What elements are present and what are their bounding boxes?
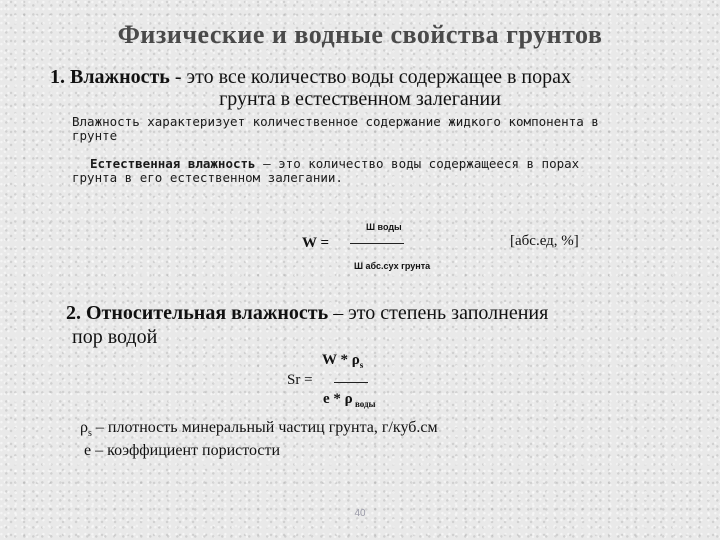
rho-definition (80, 419, 438, 439)
natural-moisture-definition (90, 157, 579, 171)
formula2-fraction-bar (334, 382, 368, 383)
formula2-numerator-sub: s (359, 360, 364, 370)
moisture-note-line1: Влажность характеризует количественное содержание жидкого компонента в (72, 114, 599, 129)
rho-subscript: s (87, 428, 92, 440)
page-number: 40 (354, 508, 366, 519)
relative-moisture-text: – это степень заполнения (328, 302, 549, 324)
formula1-fraction-bar (350, 243, 404, 244)
natural-moisture-term: Естественная влажность (90, 156, 256, 171)
moisture-definition-text: - это все количество воды содержащее в порах (169, 66, 571, 88)
formula2-lhs: Sr = (287, 372, 313, 388)
slide-title: Физические и водные свойства грунтов (117, 20, 603, 49)
natural-moisture-cont: грунта в его естественном залегании. (72, 170, 343, 185)
formula2-denominator-main: e * ρ (323, 391, 353, 407)
formula1-numerator: Ш воды (366, 222, 402, 232)
formula2-numerator-main: W * ρ (322, 352, 360, 368)
relative-moisture-term: 2. Относительная влажность (66, 302, 329, 324)
formula1-units: [абс.ед, %] (510, 233, 579, 249)
formula2-denominator (323, 391, 376, 409)
relative-moisture-definition (66, 302, 548, 324)
rho-symbol: ρ (80, 419, 88, 436)
formula2-denominator-sub: воды (352, 399, 376, 409)
moisture-definition-cont: грунта в естественном залегании (219, 88, 501, 110)
formula1-lhs: W = (302, 235, 330, 251)
e-definition: e – коэффициент пористости (84, 442, 281, 459)
moisture-definition (50, 66, 571, 88)
formula2-numerator (322, 352, 363, 370)
formula1-denominator: Ш абс.сух грунта (354, 261, 431, 271)
moisture-term: 1. Влажность (50, 66, 170, 88)
moisture-note-line2: грунте (72, 128, 118, 143)
relative-moisture-cont: пор водой (72, 326, 158, 348)
natural-moisture-text: – это количество воды содержащееся в порах (255, 156, 580, 171)
rho-text: – плотность минеральный частиц грунта, г/куб.см (91, 419, 438, 436)
